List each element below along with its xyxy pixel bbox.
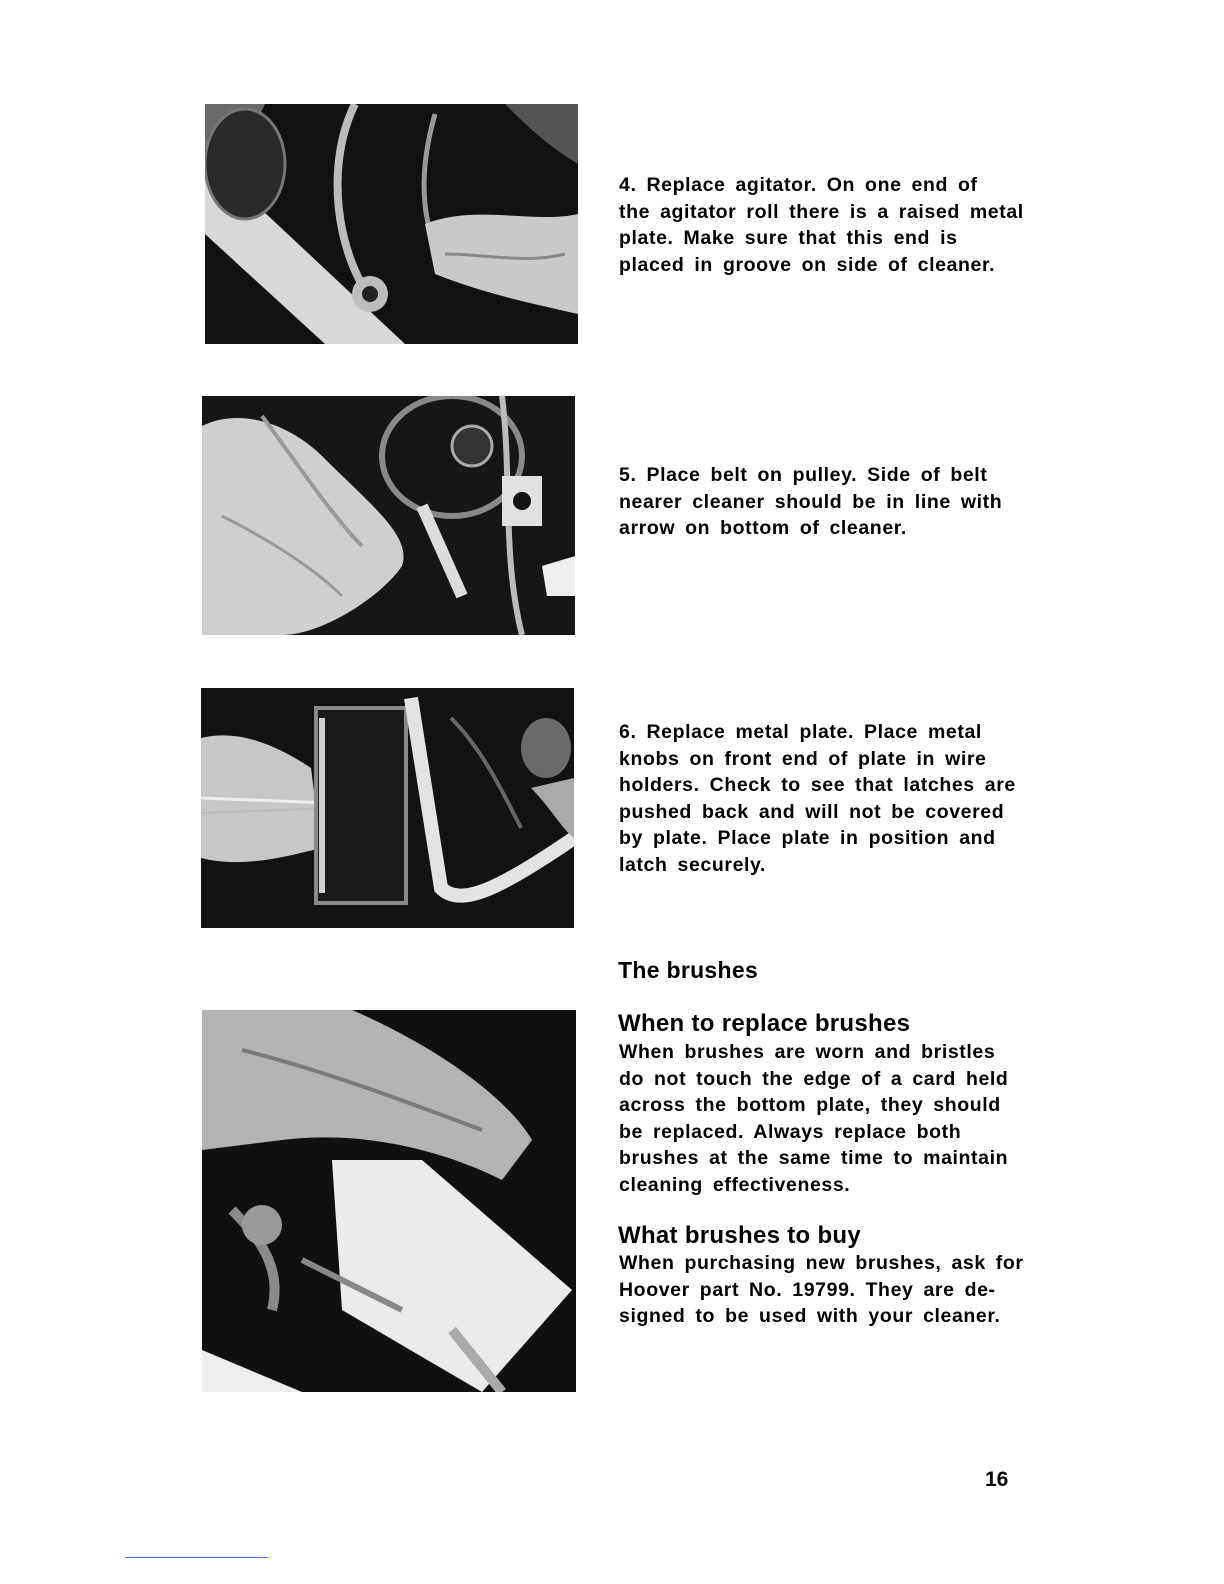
what-line: When purchasing new brushes, ask for bbox=[619, 1252, 1024, 1274]
step-4-line: 4. Replace agitator. On one end of bbox=[619, 174, 978, 196]
footer-rule bbox=[125, 1557, 268, 1558]
step-5-line: nearer cleaner should be in line with bbox=[619, 490, 1003, 513]
brush-card-test-photo bbox=[202, 1010, 576, 1392]
belt-on-pulley-photo bbox=[202, 396, 575, 635]
page-number: 16 bbox=[985, 1468, 1009, 1491]
step-5-text bbox=[619, 462, 1039, 542]
step-6-line: pushed back and will not be covered bbox=[619, 800, 1005, 823]
when-line: When brushes are worn and bristles bbox=[619, 1041, 996, 1063]
when-to-replace-text bbox=[619, 1039, 1039, 1198]
step-6-line: holders. Check to see that latches are bbox=[619, 774, 1016, 796]
step-6-line: 6. Replace metal plate. Place metal bbox=[619, 721, 982, 743]
step-4-line: the agitator roll there is a raised metal bbox=[619, 200, 1024, 223]
metal-plate-photo bbox=[201, 688, 574, 928]
agitator-replacement-photo bbox=[205, 104, 578, 344]
when-line: cleaning effectiveness. bbox=[619, 1173, 851, 1196]
step-6-line: by plate. Place plate in position and bbox=[619, 827, 996, 849]
what-line: Hoover part No. 19799. They are de- bbox=[619, 1278, 996, 1301]
step-4-line: placed in groove on side of cleaner. bbox=[619, 253, 996, 276]
step-5-line: 5. Place belt on pulley. Side of belt bbox=[619, 464, 988, 486]
step-6-text bbox=[619, 719, 1039, 878]
step-4-text bbox=[619, 172, 1039, 278]
what-brushes-text bbox=[619, 1250, 1039, 1330]
when-to-replace-heading: When to replace brushes bbox=[618, 1010, 911, 1037]
step-5-line: arrow on bottom of cleaner. bbox=[619, 517, 907, 539]
when-line: across the bottom plate, they should bbox=[619, 1094, 1001, 1116]
what-line: signed to be used with your cleaner. bbox=[619, 1305, 1001, 1327]
step-6-line: knobs on front end of plate in wire bbox=[619, 747, 987, 770]
what-brushes-heading: What brushes to buy bbox=[618, 1222, 862, 1249]
when-line: do not touch the edge of a card held bbox=[619, 1067, 1009, 1090]
section-title: The brushes bbox=[618, 957, 759, 983]
step-4-line: plate. Make sure that this end is bbox=[619, 227, 958, 249]
when-line: brushes at the same time to maintain bbox=[619, 1147, 1009, 1169]
when-line: be replaced. Always replace both bbox=[619, 1120, 962, 1143]
step-6-line: latch securely. bbox=[619, 853, 767, 876]
